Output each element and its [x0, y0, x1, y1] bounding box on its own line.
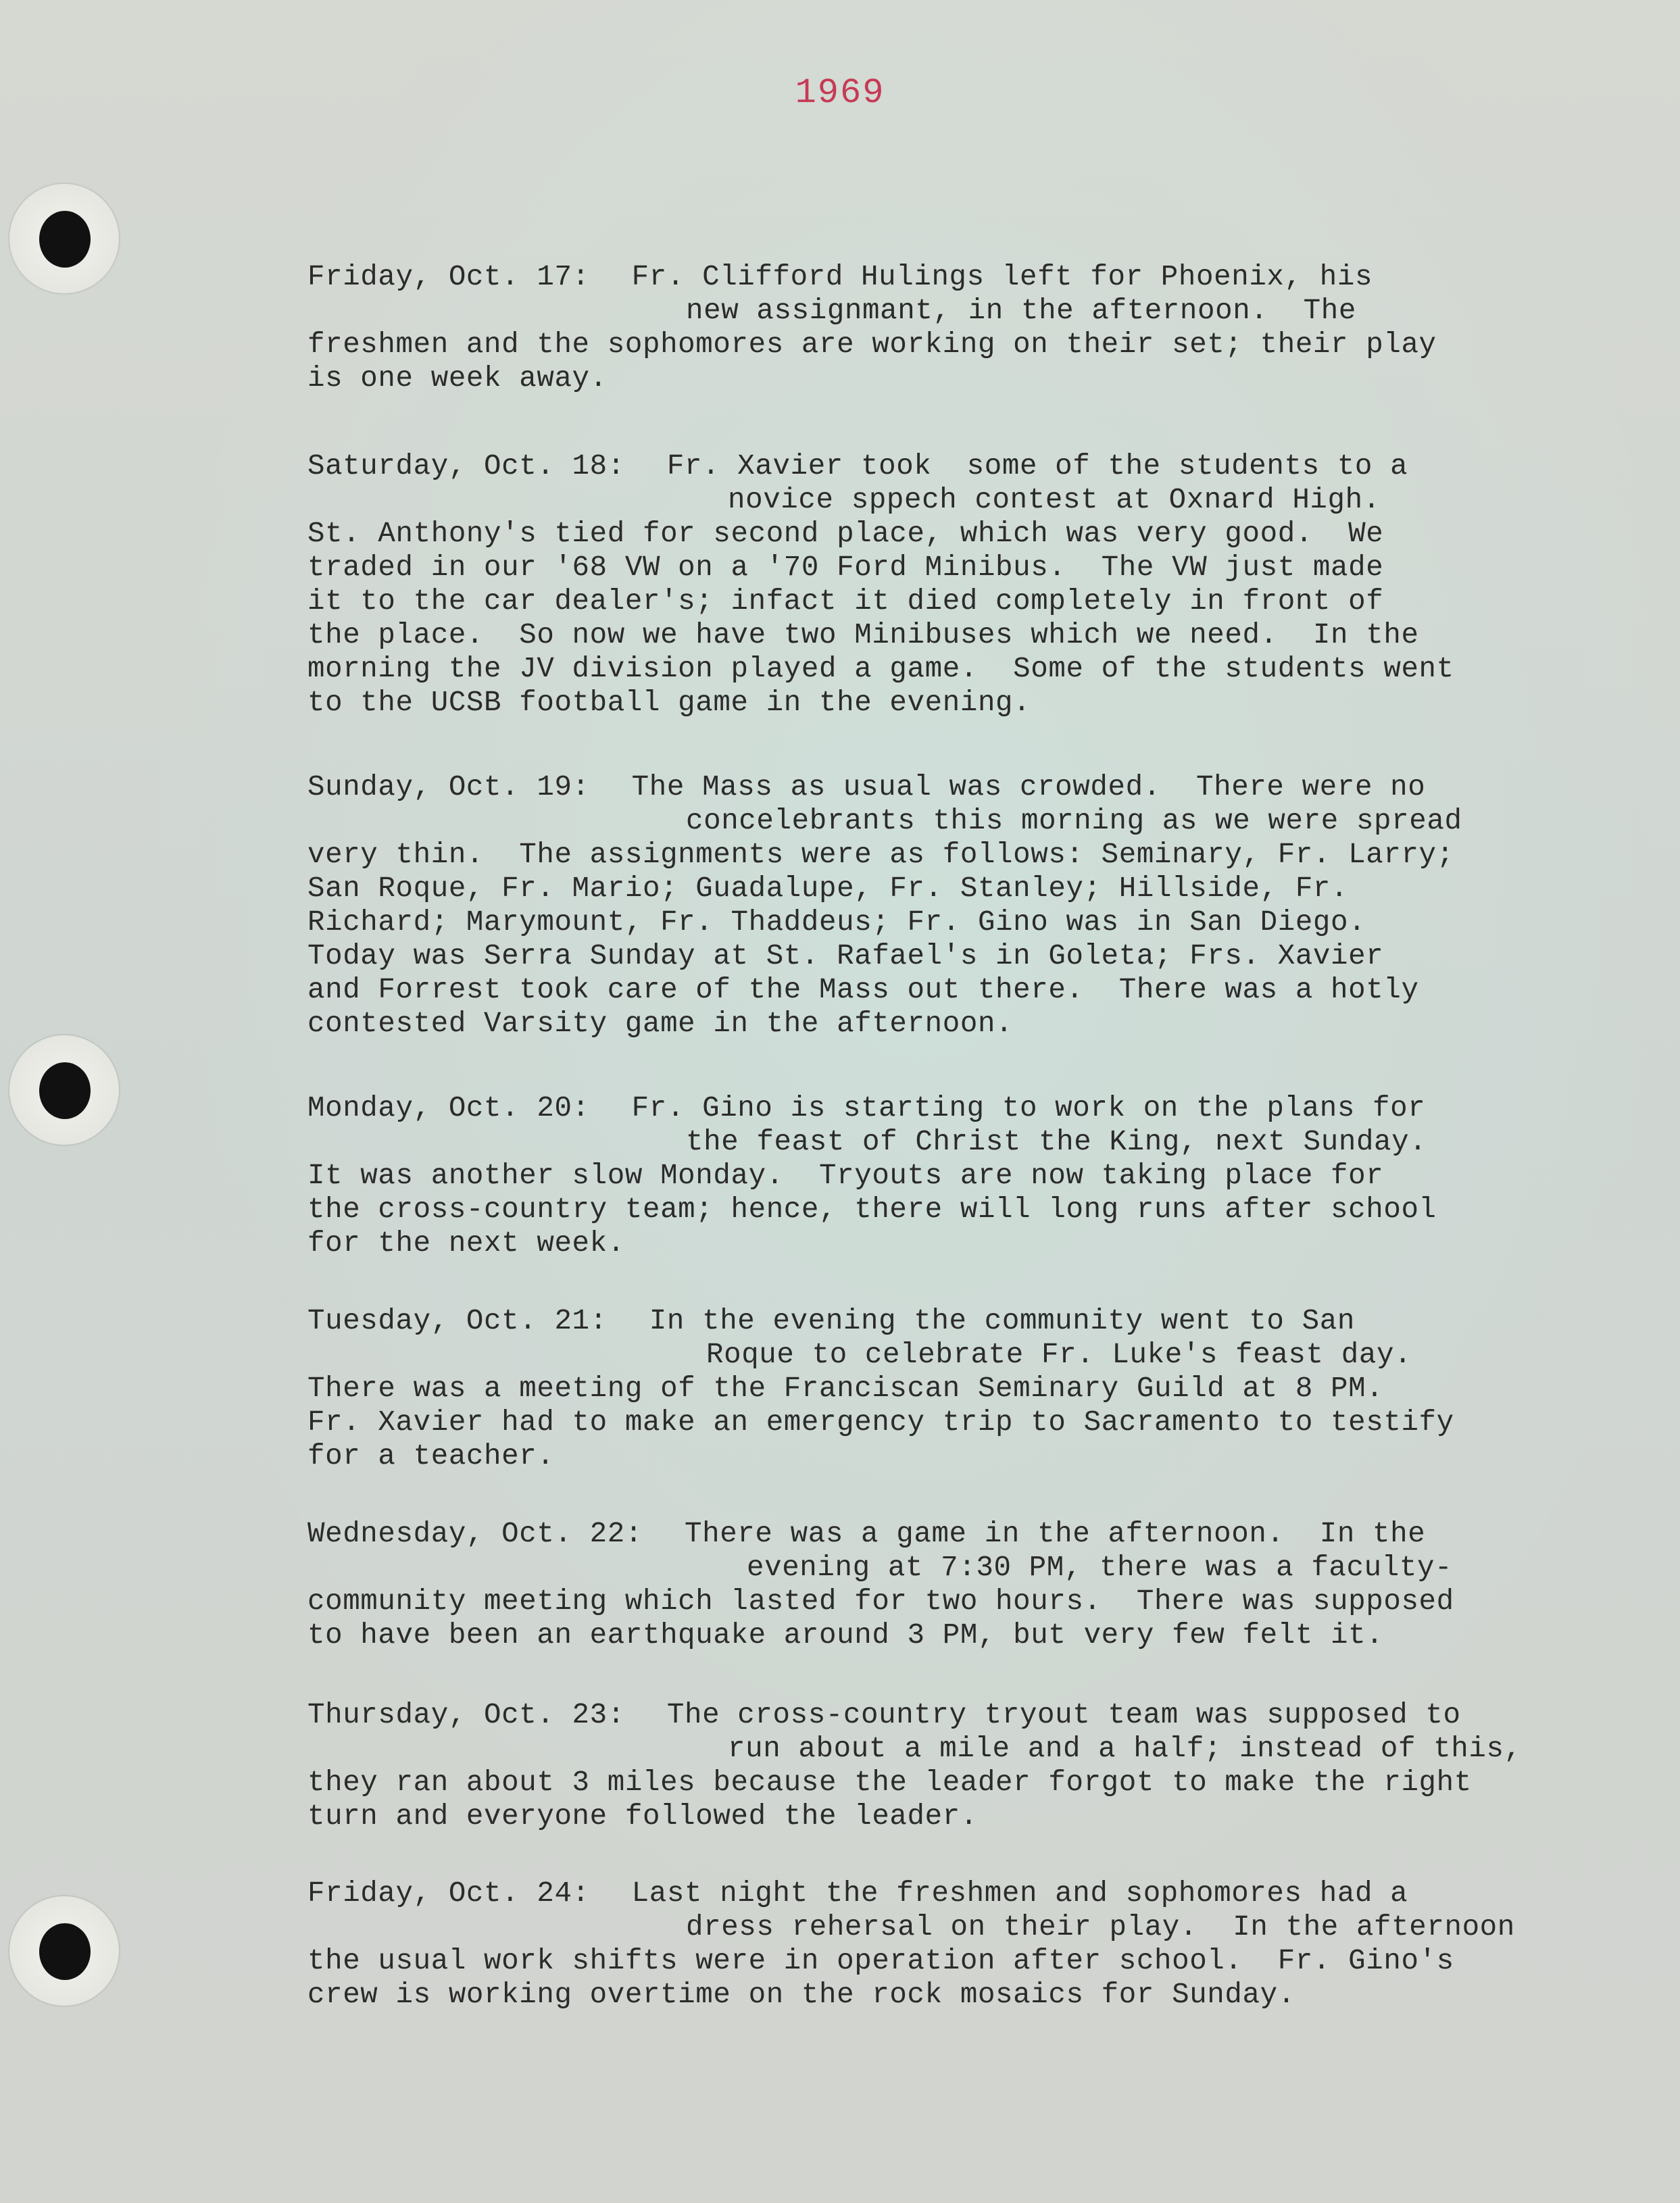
entry-text-line: to the UCSB football game in the evening.	[307, 687, 1031, 719]
entry-date: Friday, Oct. 17:	[307, 261, 590, 293]
entry-text-line: the cross-country team; hence, there will long runs after school	[307, 1193, 1437, 1226]
entry-text-line: The cross-country tryout team was supposed to	[666, 1699, 1461, 1731]
entry-date: Sunday, Oct. 19:	[307, 771, 590, 803]
punch-hole	[9, 184, 119, 293]
entry-text-line: novice sppech contest at Oxnard High.	[728, 484, 1381, 516]
entry-text-line: traded in our '68 VW on a '70 Ford Minibus. The VW just made	[307, 551, 1384, 584]
page-year: 1969	[795, 73, 885, 113]
entry-text-line: to have been an earthquake around 3 PM, but very few felt it.	[307, 1619, 1384, 1652]
entry-text-line: and Forrest took care of the Mass out there. There was a hotly	[307, 974, 1419, 1006]
entry-text-line: It was another slow Monday. Tryouts are now taking place for	[307, 1160, 1384, 1192]
diary-entry	[307, 1698, 1659, 1833]
entry-text-line: freshmen and the sophomores are working on their set; their play	[307, 328, 1437, 361]
diary-entry	[307, 1517, 1659, 1652]
entry-text-line: St. Anthony's tied for second place, which was very good. We	[307, 518, 1384, 550]
diary-entry	[307, 1304, 1659, 1473]
entry-text-line: There was a game in the afternoon. In the	[684, 1518, 1426, 1550]
diary-entry	[307, 1877, 1659, 2012]
entry-date: Friday, Oct. 24:	[307, 1877, 590, 1910]
entry-text-line: Last night the freshmen and sophomores had a	[631, 1877, 1408, 1910]
entry-text-line: Fr. Xavier took some of the students to a	[666, 450, 1408, 482]
entry-text-line: Richard; Marymount, Fr. Thaddeus; Fr. Gino was in San Diego.	[307, 906, 1366, 939]
entry-text-line: crew is working overtime on the rock mosaics for Sunday.	[307, 1979, 1295, 2011]
diary-entry	[307, 1091, 1659, 1260]
entry-text-line: contested Varsity game in the afternoon.	[307, 1008, 1014, 1040]
entry-text-line: they ran about 3 miles because the leader forgot to make the right	[307, 1766, 1472, 1799]
entry-date: Saturday, Oct. 18:	[307, 450, 625, 482]
entry-text-line: Fr. Clifford Hulings left for Phoenix, his	[631, 261, 1373, 293]
diary-entry	[307, 449, 1659, 720]
entry-date: Thursday, Oct. 23:	[307, 1699, 625, 1731]
entry-text-line: the feast of Christ the King, next Sunday.	[686, 1126, 1427, 1158]
entry-text-line: Fr. Gino is starting to work on the plans for	[631, 1092, 1426, 1124]
entry-text-line: very thin. The assignments were as follows: Seminary, Fr. Larry;	[307, 839, 1454, 871]
entry-text-line: San Roque, Fr. Mario; Guadalupe, Fr. Stanley; Hillside, Fr.	[307, 872, 1349, 905]
entry-text-line: it to the car dealer's; infact it died completely in front of	[307, 585, 1384, 618]
punch-hole	[9, 1035, 119, 1145]
diary-entry	[307, 770, 1659, 1041]
entry-text-line: evening at 7:30 PM, there was a faculty-	[747, 1552, 1453, 1584]
entry-text-line: the place. So now we have two Minibuses which we need. In the	[307, 619, 1419, 651]
entry-date: Tuesday, Oct. 21:	[307, 1305, 608, 1337]
entry-text-line: Roque to celebrate Fr. Luke's feast day.	[706, 1339, 1412, 1371]
entry-date: Monday, Oct. 20:	[307, 1092, 590, 1124]
entry-text-line: for a teacher.	[307, 1440, 555, 1472]
entry-text-line: is one week away.	[307, 362, 608, 395]
entry-text-line: concelebrants this morning as we were spread	[686, 805, 1462, 837]
entry-text-line: In the evening the community went to San	[649, 1305, 1355, 1337]
entry-date: Wednesday, Oct. 22:	[307, 1518, 643, 1550]
diary-entry	[307, 260, 1659, 395]
entry-text-line: for the next week.	[307, 1227, 625, 1260]
entry-text-line: the usual work shifts were in operation after school. Fr. Gino's	[307, 1945, 1454, 1977]
entry-text-line: dress rehersal on their play. In the afternoon	[686, 1911, 1515, 1944]
entry-text-line: run about a mile and a half; instead of this,	[728, 1733, 1522, 1765]
entry-text-line: The Mass as usual was crowded. There were no	[631, 771, 1426, 803]
entry-text-line: new assignmant, in the afternoon. The	[686, 295, 1356, 327]
punch-hole	[9, 1896, 119, 2006]
entry-text-line: There was a meeting of the Franciscan Seminary Guild at 8 PM.	[307, 1372, 1384, 1405]
entry-text-line: Fr. Xavier had to make an emergency trip to Sacramento to testify	[307, 1406, 1454, 1439]
entry-text-line: morning the JV division played a game. Some of the students went	[307, 653, 1454, 685]
entry-text-line: community meeting which lasted for two hours. There was supposed	[307, 1585, 1454, 1618]
entry-text-line: turn and everyone followed the leader.	[307, 1800, 978, 1833]
entry-text-line: Today was Serra Sunday at St. Rafael's in Goleta; Frs. Xavier	[307, 940, 1384, 972]
